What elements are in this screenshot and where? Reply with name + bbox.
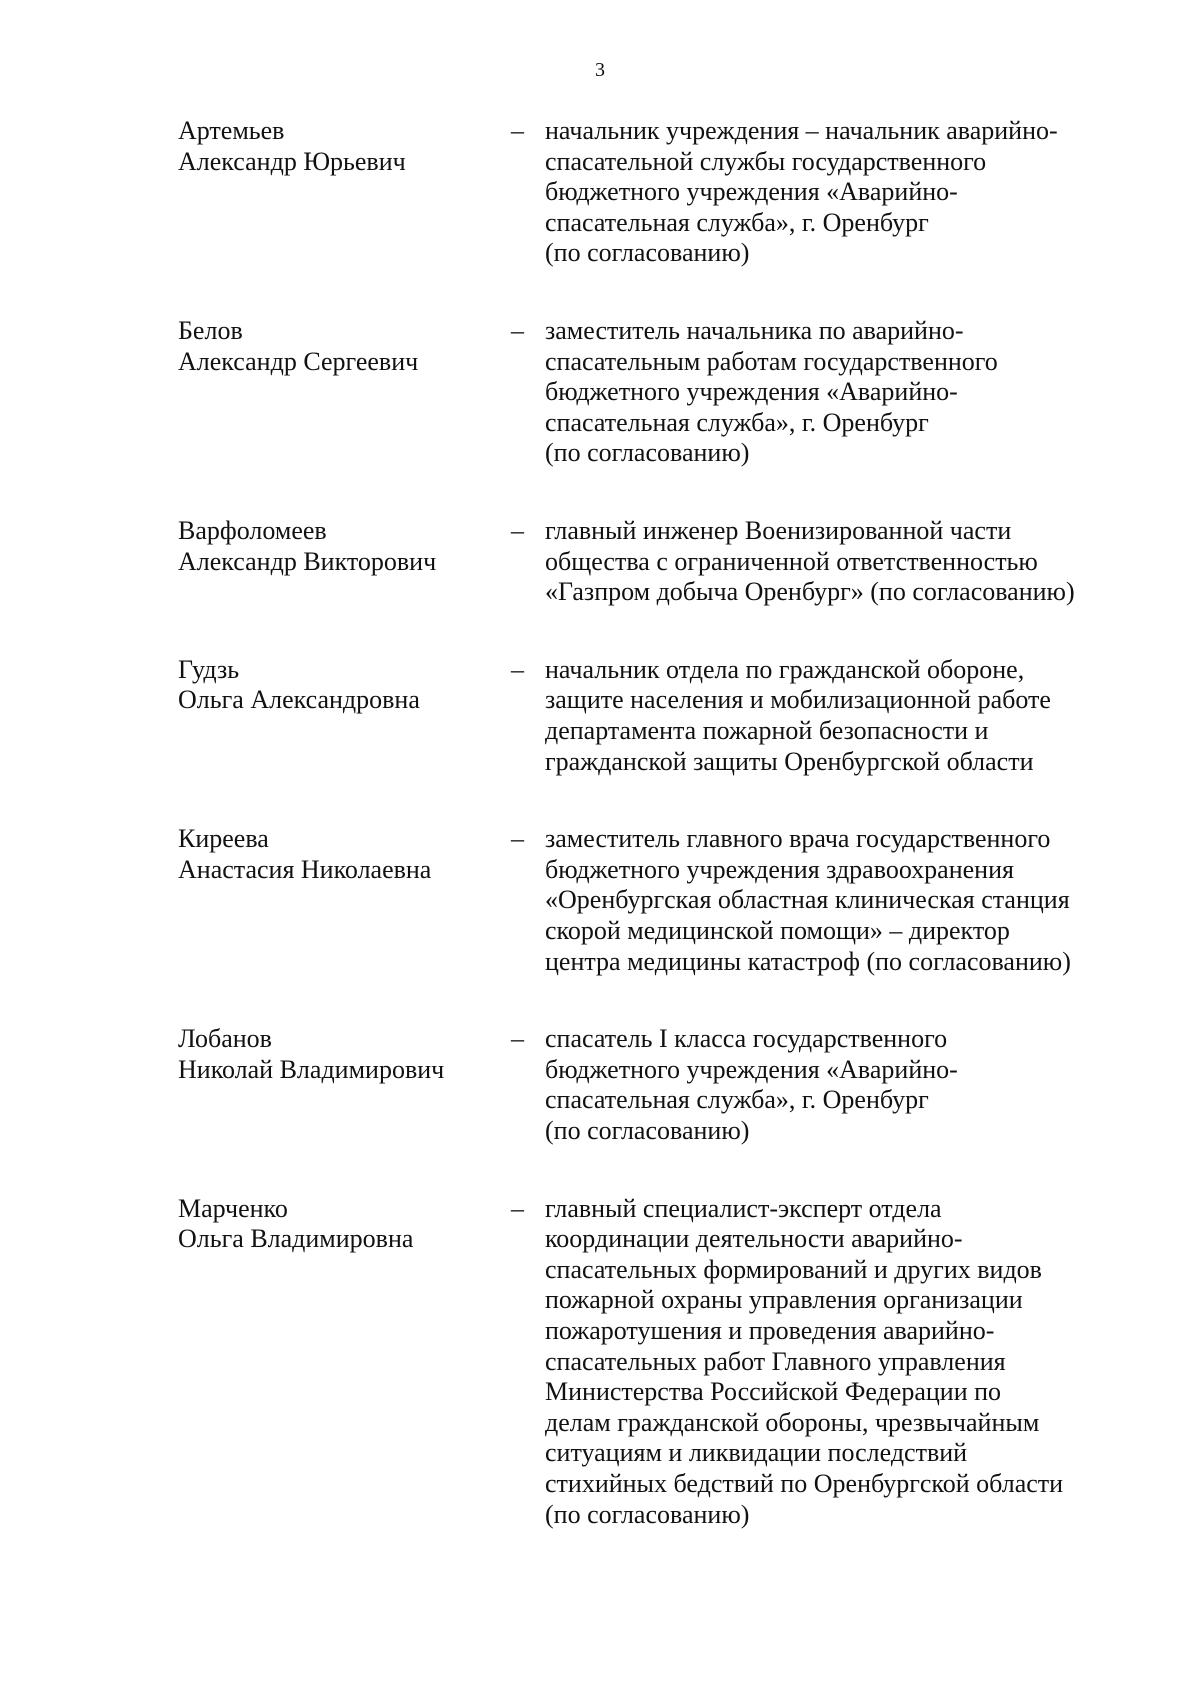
member-given-names: Александр Юрьевич xyxy=(178,146,406,176)
position-line: главный инженер Военизированной части xyxy=(545,516,1012,545)
position-line: защите населения и мобилизационной работе xyxy=(545,685,1051,715)
member-surname: Артемьев xyxy=(178,116,285,145)
position-line: центра медицины катастроф (по согласованию) xyxy=(545,946,1071,976)
member-name xyxy=(178,1194,508,1255)
dash-separator: – xyxy=(511,1193,524,1223)
page-number: 3 xyxy=(595,59,605,81)
member-name xyxy=(178,516,508,577)
position-line: начальник отдела по гражданской обороне, xyxy=(545,654,1025,684)
position-line: гражданской защиты Оренбургской области xyxy=(545,746,1034,776)
member-name xyxy=(178,824,508,885)
position-line: спасательных формирований и других видов xyxy=(545,1254,1042,1284)
member-surname: Лобанов xyxy=(178,1024,272,1054)
member-name xyxy=(178,316,508,377)
member-name xyxy=(178,1024,508,1085)
position-line: спасательная служба», г. Оренбург xyxy=(545,1085,929,1115)
position-line: спасательной службы государственного xyxy=(545,146,987,176)
member-surname: Гудзь xyxy=(178,654,240,684)
member-given-names: Николай Владимирович xyxy=(178,1054,445,1084)
position-line: Министерства Российской Федерации по xyxy=(545,1377,1002,1407)
member-name xyxy=(178,655,508,716)
position-line: делам гражданской обороны, чрезвычайным xyxy=(545,1407,1040,1437)
position-line: заместитель главного врача государственного xyxy=(545,824,1051,854)
member-given-names: Александр Сергеевич xyxy=(178,346,419,376)
position-line: ситуациям и ликвидации последствий xyxy=(545,1438,968,1468)
member-surname: Марченко xyxy=(178,1193,288,1223)
position-line: (по согласованию) xyxy=(545,438,750,468)
member-given-names: Ольга Владимировна xyxy=(178,1224,414,1254)
position-line: бюджетного учреждения «Аварийно- xyxy=(545,377,958,407)
position-line: (по согласованию) xyxy=(545,1115,750,1145)
position-line: бюджетного учреждения «Аварийно- xyxy=(545,177,958,207)
member-position xyxy=(545,316,1165,469)
dash-separator: – xyxy=(511,654,524,684)
member-given-names: Анастасия Николаевна xyxy=(178,854,432,884)
position-line: бюджетного учреждения здравоохранения xyxy=(545,854,1014,884)
member-surname: Варфоломеев xyxy=(178,516,327,545)
position-line: стихийных бедствий по Оренбургской области xyxy=(545,1468,1064,1498)
position-line: (по согласованию) xyxy=(545,1499,750,1529)
position-line: «Газпром добыча Оренбург» (по согласованию) xyxy=(545,577,1075,607)
member-position xyxy=(545,516,1165,608)
member-position xyxy=(545,655,1165,777)
position-line: «Оренбургская областная клиническая станция xyxy=(545,885,1070,915)
member-position xyxy=(545,824,1165,977)
position-line: (по согласованию) xyxy=(545,238,750,268)
member-surname: Киреева xyxy=(178,824,269,854)
position-line: спасательных работ Главного управления xyxy=(545,1346,1006,1376)
position-line: начальник учреждения – начальник аварийно- xyxy=(545,116,1058,145)
position-line: спасатель I класса государственного xyxy=(545,1024,948,1054)
dash-separator: – xyxy=(511,516,524,545)
position-line: департамента пожарной безопасности и xyxy=(545,715,989,745)
member-position xyxy=(545,116,1165,269)
dash-separator: – xyxy=(511,824,524,854)
position-line: спасательная служба», г. Оренбург xyxy=(545,207,929,237)
member-given-names: Ольга Александровна xyxy=(178,685,420,715)
position-line: пожарной охраны управления организации xyxy=(545,1285,1023,1315)
member-position xyxy=(545,1194,1165,1531)
position-line: заместитель начальника по аварийно- xyxy=(545,316,964,345)
dash-separator: – xyxy=(511,316,524,345)
position-line: бюджетного учреждения «Аварийно- xyxy=(545,1054,958,1084)
dash-separator: – xyxy=(511,116,524,145)
position-line: координации деятельности аварийно- xyxy=(545,1224,963,1254)
position-line: пожаротушения и проведения аварийно- xyxy=(545,1315,995,1345)
member-given-names: Александр Викторович xyxy=(178,546,437,576)
position-line: главный специалист-эксперт отдела xyxy=(545,1193,942,1223)
position-line: скорой медицинской помощи» – директор xyxy=(545,915,1010,945)
position-line: общества с ограниченной ответственностью xyxy=(545,546,1038,576)
position-line: спасательным работам государственного xyxy=(545,346,998,376)
member-position xyxy=(545,1024,1165,1146)
dash-separator: – xyxy=(511,1024,524,1054)
member-surname: Белов xyxy=(178,316,243,345)
position-line: спасательная служба», г. Оренбург xyxy=(545,407,929,437)
member-name xyxy=(178,116,508,177)
